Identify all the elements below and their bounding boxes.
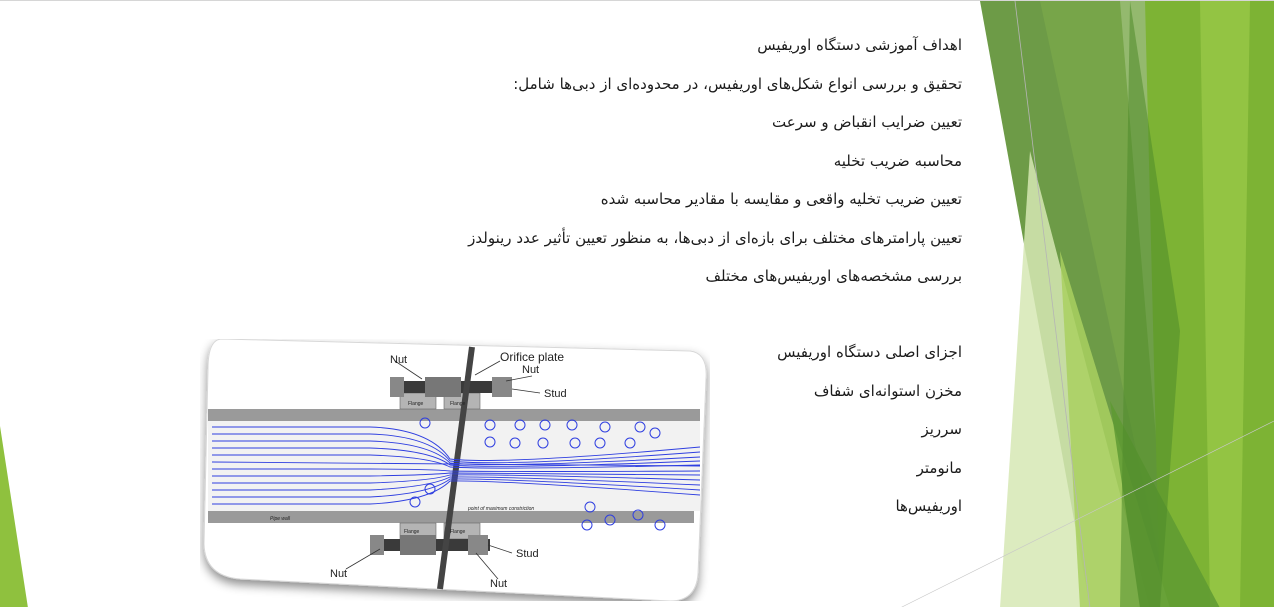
pipe-wall-top [208,409,700,421]
label-flange-right: Flange [450,401,466,407]
component-item: مخزن استوانه‌ای شفاف [813,381,962,400]
label-stud-bottom: Stud [516,548,539,560]
label-contraction: point of maximum constriction [468,506,535,512]
objectives-list [468,26,962,296]
objective-item: تحقیق و بررسی انواع شکل‌های اوریفیس، در محدوده‌ای از دبی‌ها شامل: [513,74,962,93]
label-nut-top: Nut [390,354,408,366]
objective-item: تعیین ضرایب انقباض و سرعت [772,113,962,131]
label-orifice-plate: Orifice plate [500,350,565,364]
component-item: اوریفیس‌ها [895,497,962,515]
label-nut-bottom-left: Nut [330,568,348,580]
label-flange-bottom-left: Flange [404,529,420,535]
objective-item: محاسبه ضریب تخلیه [833,151,962,170]
component-item: مانومتر [916,458,962,477]
label-nut-top-right: Nut [522,364,540,376]
objective-item: بررسی مشخصه‌های اوریفیس‌های مختلف [705,267,962,285]
objective-item: تعیین ضریب تخلیه واقعی و مقایسه با مقادیر محاسبه شده [600,190,962,208]
label-nut-bottom-right: Nut [490,578,508,590]
label-flange-left: Flange [408,401,424,407]
objectives-heading: اهداف آموزشی دستگاه اوریفیس [757,36,962,54]
components-heading: اجزای اصلی دستگاه اوریفیس [777,343,962,361]
component-item: سرریز [921,420,962,438]
label-stud-top: Stud [544,388,567,400]
objective-item: تعیین پارامترهای مختلف برای بازه‌ای از دبی‌ها، به منظور تعیین تأثیر عدد رینولدز [468,228,962,247]
orifice-diagram [200,339,710,601]
label-pipe-wall: Pipe wall [270,516,291,522]
components-list [777,333,962,526]
label-flange-bottom-right: Flange [450,529,466,535]
